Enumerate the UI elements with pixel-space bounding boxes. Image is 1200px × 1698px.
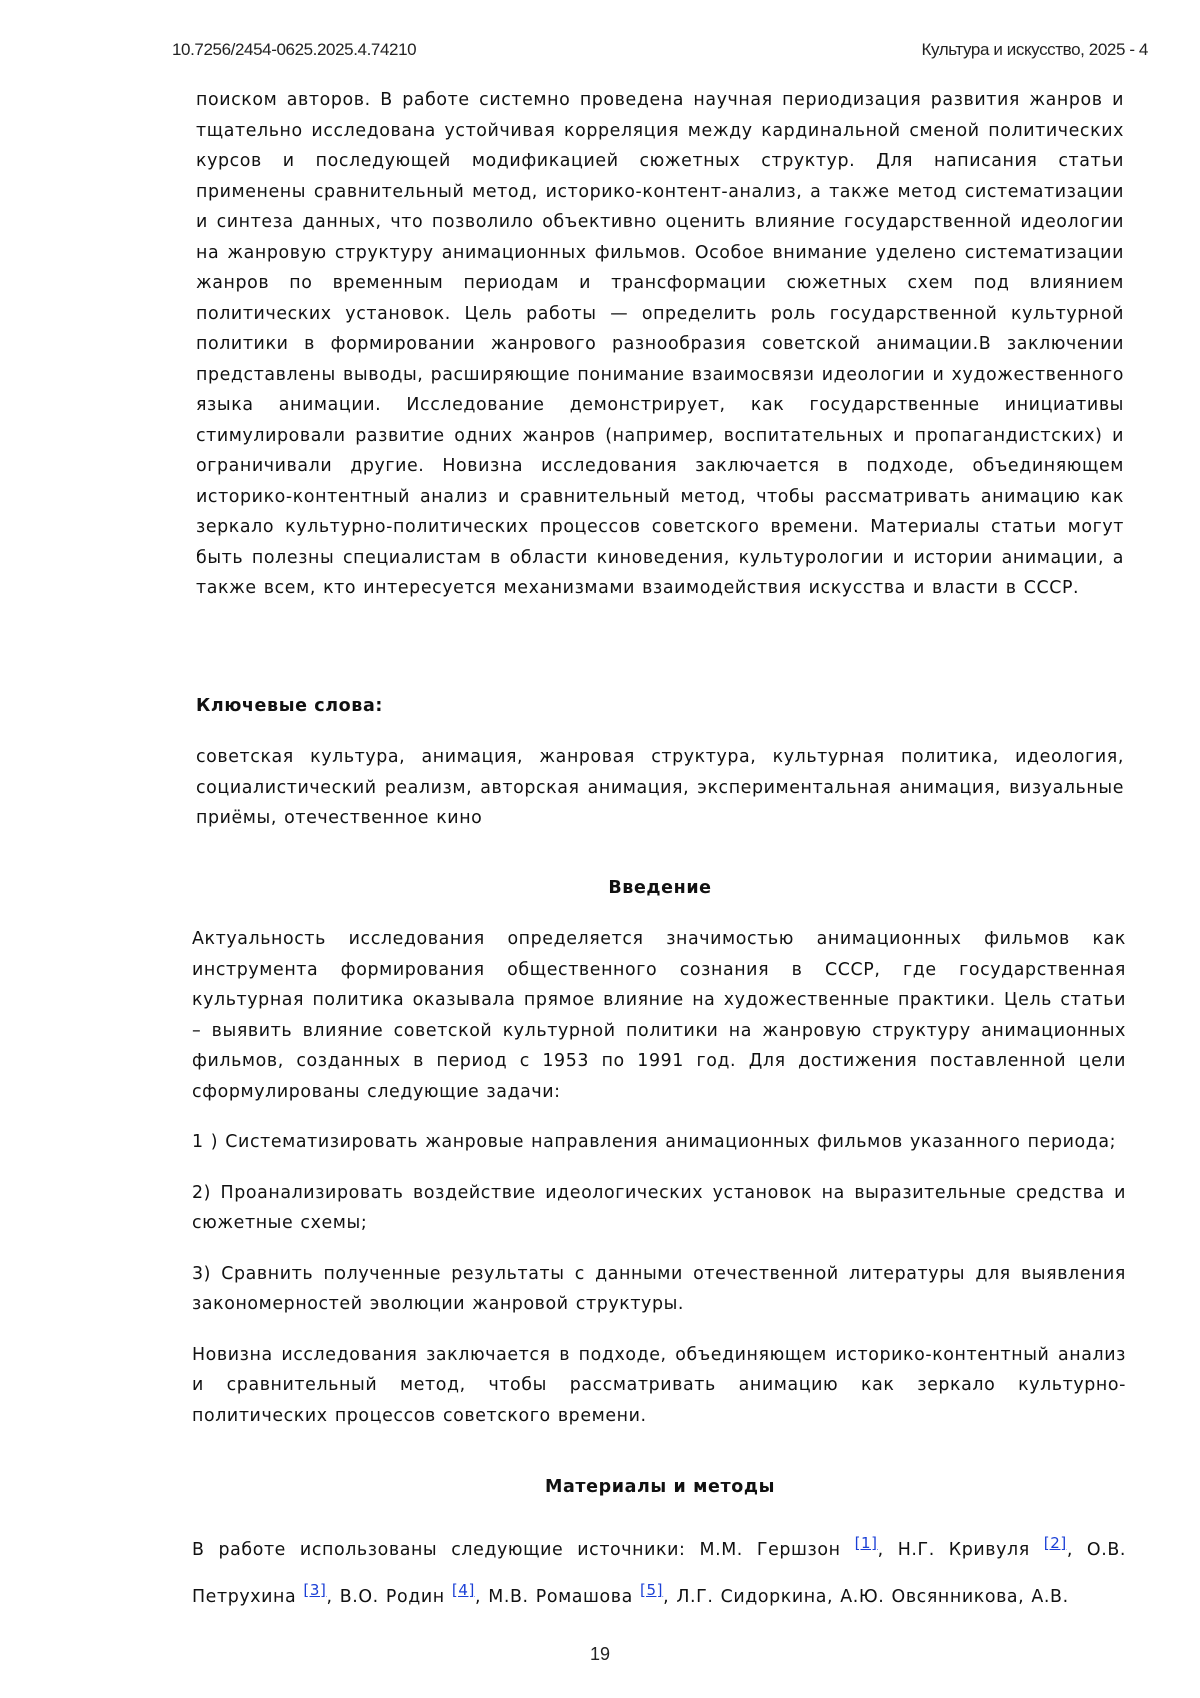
methods-tail: , Л.Г. Сидоркина, А.Ю. Овсянникова, А.В. <box>663 1587 1069 1607</box>
keywords-section <box>196 742 1124 834</box>
citation-link-3[interactable]: [3] <box>303 1581 326 1599</box>
citation-link-4[interactable]: [4] <box>452 1581 475 1599</box>
doi-label: 10.7256/2454-0625.2025.4.74210 <box>172 40 416 60</box>
methods-section <box>192 1523 1126 1617</box>
introduction-heading: Введение <box>196 878 1124 898</box>
methods-lead: В работе использованы следующие источники: М.М. Гершзон <box>192 1540 841 1560</box>
abstract-paragraph: поиском авторов. В работе системно проведена научная периодизация развития жанров и тщательно исследована устойчивая корреляция между кардинальной сменой политических курсов и последующей модификацией сюжетных структур. Для написания статьи применены сравнительный метод, историко-контент-анализ, а также метод систематизации и синтеза данных, что позволило объективно оценить влияние государственной идеологии на жанровую структуру анимационных фильмов. Особое внимание уделено систематизации жанров по временным периодам и трансформации сюжетных схем под влиянием политических установок. Цель работы — определить роль государственной культурной политики в формировании жанрового разнообразия советской анимации.В заключении представлены выводы, расширяющие понимание взаимосвязи идеологии и художественного языка анимации. Исследование демонстрирует, как государственные инициативы стимулировали развитие одних жанров (например, воспитательных и пропагандистских) и ограничивали другие. Новизна исследования заключается в подходе, объединяющем историко-контентный анализ и сравнительный метод, чтобы рассматривать анимацию как зеркало культурно-политических процессов советского времени. Материалы статьи могут быть полезны специалистам в области киноведения, культурологии и истории анимации, а также всем, кто интересуется механизмами взаимодействия искусства и власти в СССР. <box>196 85 1124 604</box>
journal-issue-label: Культура и искусство, 2025 - 4 <box>922 40 1148 60</box>
task-item-3: 3) Сравнить полученные результаты с данными отечественной литературы для выявления закономерностей эволюции жанровой структуры. <box>192 1259 1126 1320</box>
citation-link-2[interactable]: [2] <box>1044 1534 1067 1552</box>
intro-paragraph: Актуальность исследования определяется значимостью анимационных фильмов как инструмента формирования общественного сознания в СССР, где государственная культурная политика оказывала прямое влияние на художественные практики. Цель статьи – выявить влияние советской культурной политики на жанровую структуру анимационных фильмов, созданных в период с 1953 по 1991 год. Для достижения поставленной цели сформулированы следующие задачи: <box>192 924 1126 1107</box>
task-item-1: 1 ) Систематизировать жанровые направления анимационных фильмов указанного периода; <box>192 1127 1126 1158</box>
abstract-section <box>196 85 1124 604</box>
citation-link-1[interactable]: [1] <box>855 1534 878 1552</box>
author-romashova: , М.В. Ромашова <box>475 1587 633 1607</box>
page-header <box>172 40 1148 64</box>
document-page <box>0 0 1200 1698</box>
author-kriivulya: , Н.Г. Кривуля <box>878 1540 1030 1560</box>
novelty-paragraph: Новизна исследования заключается в подходе, объединяющем историко-контентный анализ и сравнительный метод, чтобы рассматривать анимацию как зеркало культурно-политических процессов советского времени. <box>192 1340 1126 1432</box>
task-item-2: 2) Проанализировать воздействие идеологических установок на выразительные средства и сюжетные схемы; <box>192 1178 1126 1239</box>
methods-paragraph <box>192 1523 1126 1617</box>
author-rodin: , В.О. Родин <box>326 1587 444 1607</box>
introduction-section <box>192 924 1126 1451</box>
citation-link-5[interactable]: [5] <box>640 1581 663 1599</box>
methods-heading: Материалы и методы <box>196 1477 1124 1497</box>
page-number: 19 <box>0 1644 1200 1665</box>
author-petrukhina: , О.В. Петрухина <box>192 1540 1126 1607</box>
keywords-heading: Ключевые слова: <box>196 696 383 716</box>
keywords-list: советская культура, анимация, жанровая структура, культурная политика, идеология, социалистический реализм, авторская анимация, экспериментальная анимация, визуальные приёмы, отечественное кино <box>196 742 1124 834</box>
